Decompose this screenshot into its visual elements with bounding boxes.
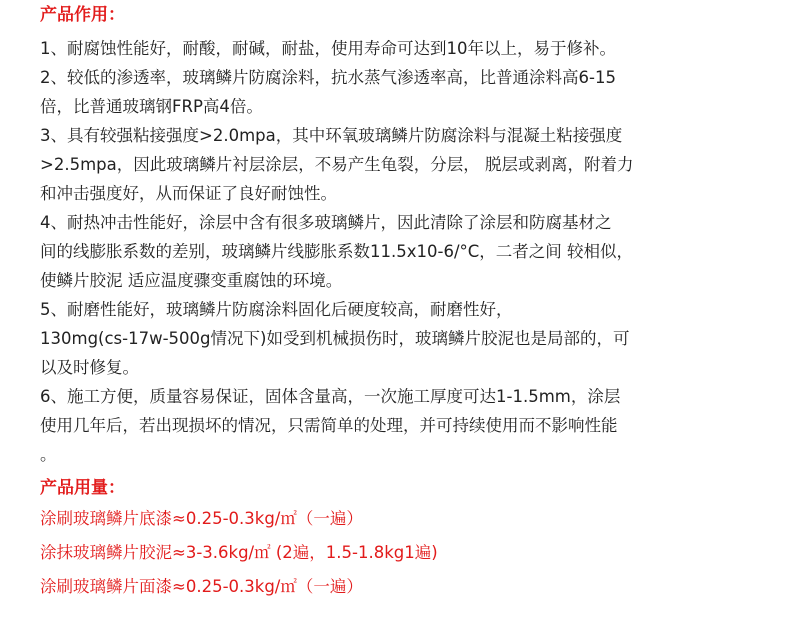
paragraph-line: 1、耐腐蚀性能好，耐酸，耐碱，耐盐，使用寿命可达到10年以上，易于修补。 xyxy=(40,39,616,58)
paragraph-6 xyxy=(40,382,770,469)
paragraph-2 xyxy=(40,63,770,121)
paragraph-line: 6、施工方便，质量容易保证，固体含量高，一次施工厚度可达1-1.5mm，涂层 xyxy=(40,387,621,406)
dosage-list xyxy=(40,502,790,604)
dosage-heading: 产品用量： xyxy=(40,478,125,498)
paragraph-line: 。 xyxy=(40,445,57,464)
usage-paragraphs xyxy=(40,34,790,469)
paragraph-line: 130mg(cs-17w-500g情况下)如受到机械损伤时，玻璃鳞片胶泥也是局部的，可 xyxy=(40,329,630,348)
paragraph-line: 2、较低的渗透率，玻璃鳞片防腐涂料，抗水蒸气渗透率高，比普通涂料高6-15 xyxy=(40,68,616,87)
paragraph-5 xyxy=(40,295,770,382)
paragraph-4 xyxy=(40,208,770,295)
paragraph-line: >2.5mpa，因此玻璃鳞片衬层涂层，不易产生龟裂，分层， 脱层或剥离，附着力 xyxy=(40,155,634,174)
paragraph-3 xyxy=(40,121,770,208)
paragraph-1 xyxy=(40,34,770,63)
paragraph-line: 以及时修复。 xyxy=(40,358,139,377)
usage-heading: 产品作用： xyxy=(40,5,125,25)
paragraph-line: 间的线膨胀系数的差别，玻璃鳞片线膨胀系数11.5x10-6/°C，二者之间 较相似， xyxy=(40,242,634,261)
paragraph-line: 3、具有较强粘接强度>2.0mpa，其中环氧玻璃鳞片防腐涂料与混凝土粘接强度 xyxy=(40,126,623,145)
dosage-line-topcoat: 涂刷玻璃鳞片面漆≈0.25-0.3kg/㎡（一遍） xyxy=(40,577,363,596)
paragraph-line: 4、耐热冲击性能好，涂层中含有很多玻璃鳞片，因此清除了涂层和防腐基材之 xyxy=(40,213,612,232)
paragraph-line: 和冲击强度好，从而保证了良好耐蚀性。 xyxy=(40,184,337,203)
paragraph-line: 5、耐磨性能好，玻璃鳞片防腐涂料固化后硬度较高，耐磨性好， xyxy=(40,300,513,319)
dosage-line-primer: 涂刷玻璃鳞片底漆≈0.25-0.3kg/㎡（一遍） xyxy=(40,509,363,528)
paragraph-line: 使用几年后，若出现损坏的情况，只需简单的处理，并可持续使用而不影响性能 xyxy=(40,416,618,435)
paragraph-line: 使鳞片胶泥 适应温度骤变重腐蚀的环境。 xyxy=(40,271,343,290)
paragraph-line: 倍，比普通玻璃钢FRP高4倍。 xyxy=(40,97,263,116)
dosage-line-mortar: 涂抹玻璃鳞片胶泥≈3-3.6kg/㎡ (2遍，1.5-1.8kg1遍) xyxy=(40,543,438,562)
